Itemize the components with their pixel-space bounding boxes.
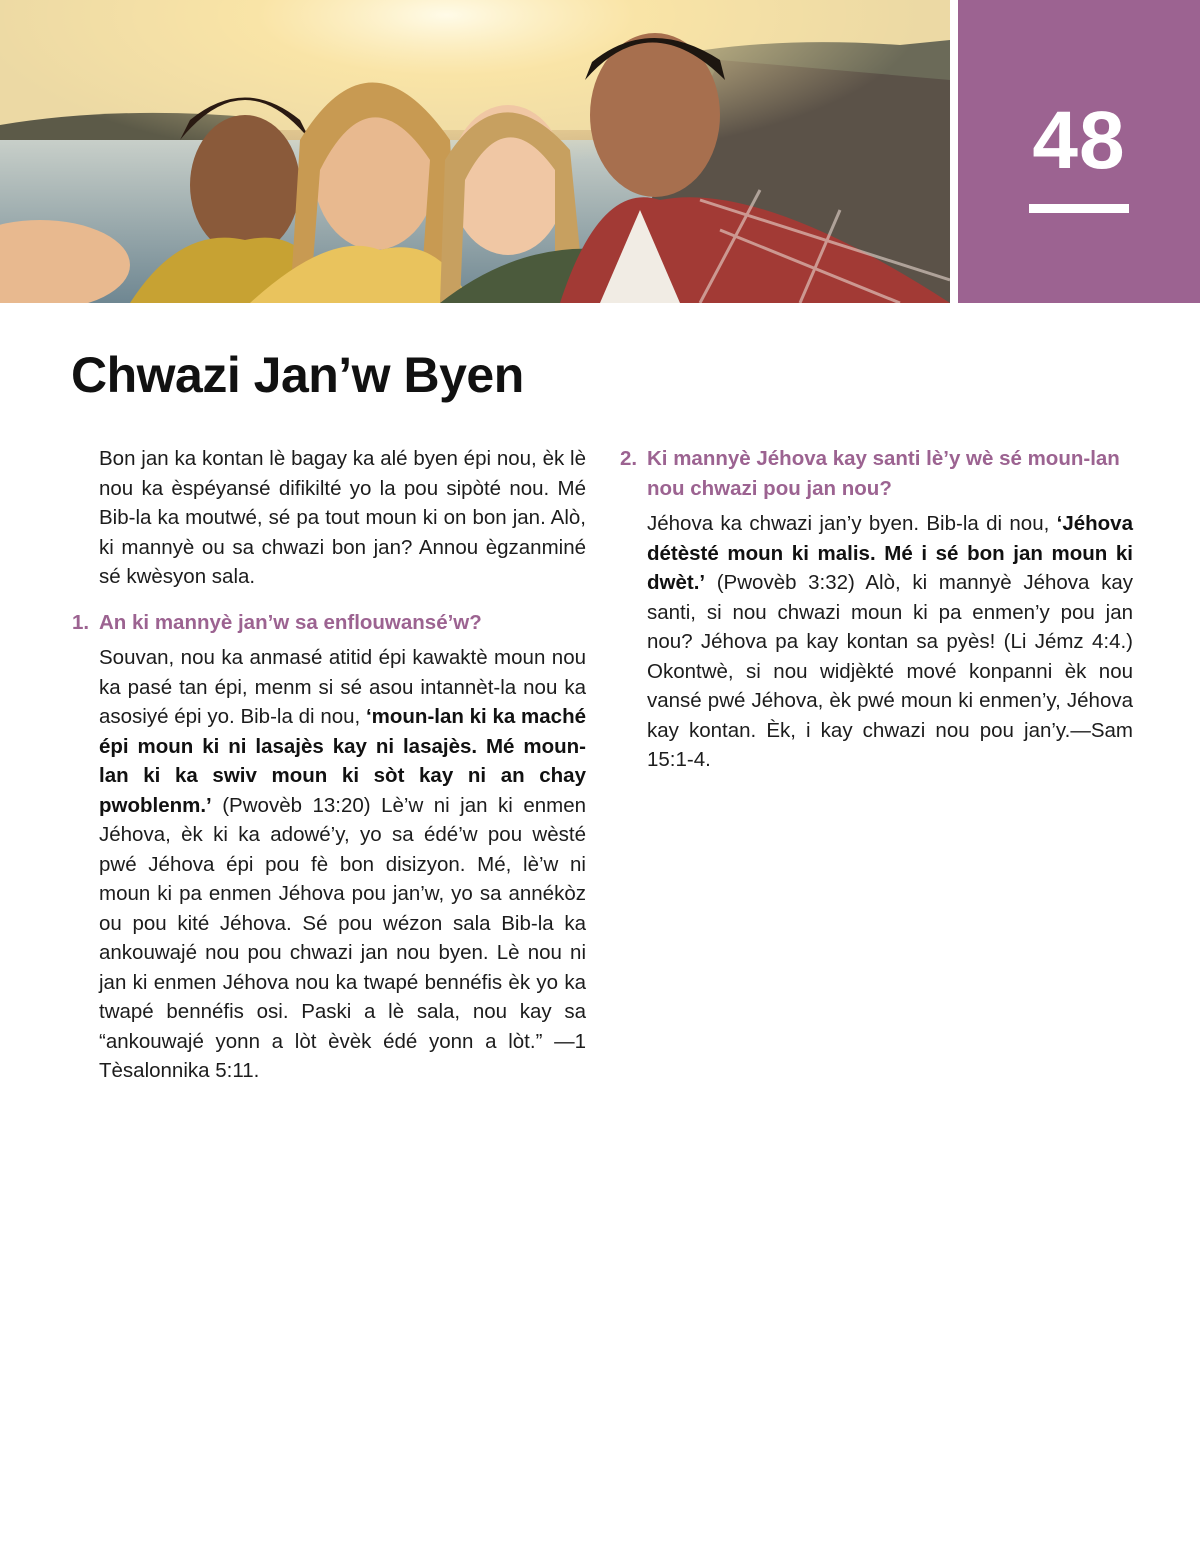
question-number: 1. [72,610,90,634]
section-1-paragraph [72,643,586,1086]
section-1-scripture-quote: ‘moun-lan ki ka maché épi moun ki ni lasajès kay ni lasajès. Mé moun-lan ki ka swiv moun ki sòt kay ni an chay pwoblenm.’ [99,705,586,817]
lesson-number: 48 [1032,95,1126,186]
question-heading-1 [72,608,586,638]
question-text: Ki mannyè Jéhova kay santi lè’y wè sé moun-lan nou chwazi pou jan nou? [647,447,1120,500]
intro-paragraph: Bon jan ka kontan lè bagay ka alé byen épi nou, èk lè nou ka èspéyansé difikilté yo la pou sipòté nou. Mé Bib-la ka moutwé, sé pa tout moun ki on bon jan. Alò, ki mannyè ou sa chwazi bon jan? Annou ègzanminé sé kwèsyon sala. [99,447,586,588]
section-2-scripture-quote: ‘Jéhova détèsté moun ki malis. Mé i sé bon jan moun ki dwèt.’ [647,512,1133,594]
section-1-text-a: Souvan, nou ka anmasé atitid épi kawaktè moun nou ka pasé tan épi, menm si sé asou intannèt-la nou ka asosiyé épi yo. Bib-la di nou, [99,646,586,728]
section-1-text-b: (Pwovèb 13:20) Lè’w ni jan ki enmen Jéhova, èk ki ka adowé’y, yo sa édé’w pou wèsté pwé Jéhova épi pou fè bon disizyon. Mé, lè’w ni moun ki pa enmen Jéhova pou jan’w, yo sa annékòz ou pou kité Jéhova. Sé pou wézon sala Bib-la ka ankouwajé nou pou chwazi jan nou byen. Lè nou ni jan ki enmen Jéhova nou ka twapé bennéfis èk yo ka twapé bennéfis osi. Paski a lè sala, nou kay sa “ankouwajé yonn a lòt èvèk édé yonn a lòt.” —1 Tèsalonnika 5:11. [99,793,586,1082]
question-number: 2. [620,447,638,470]
lesson-number-box [958,0,1200,303]
page-title: Chwazi Jan’w Byen [71,347,524,403]
question-text: An ki mannyè jan’w sa enflouwansé’w? [99,610,482,634]
left-column [72,444,586,1086]
section-2-paragraph [620,509,1133,775]
lesson-number-rule [1029,204,1129,213]
right-column [620,444,1133,775]
section-2-text-a: Jéhova ka chwazi jan’y byen. Bib-la di nou, [647,512,1057,535]
section-2-text-b: (Pwovèb 3:32) Alò, ki mannyè Jéhova kay santi, si nou chwazi moun ki pa enmen’y pou jan nou? Jéhova pa kay kontan sa pyès! (Li Jémz 4:4.) Okontwè, si nou widjèkté mové konpanni èk nou vansé pwé Jéhova, èk pwé moun ki enmen’y, Jéhova kay kontan. Èk, i kay chwazi nou pou jan’y.—Sam 15:1-4. [647,571,1133,771]
hero-photo [0,0,950,303]
question-heading-2 [620,444,1133,503]
friends-photo-illustration [0,0,950,303]
